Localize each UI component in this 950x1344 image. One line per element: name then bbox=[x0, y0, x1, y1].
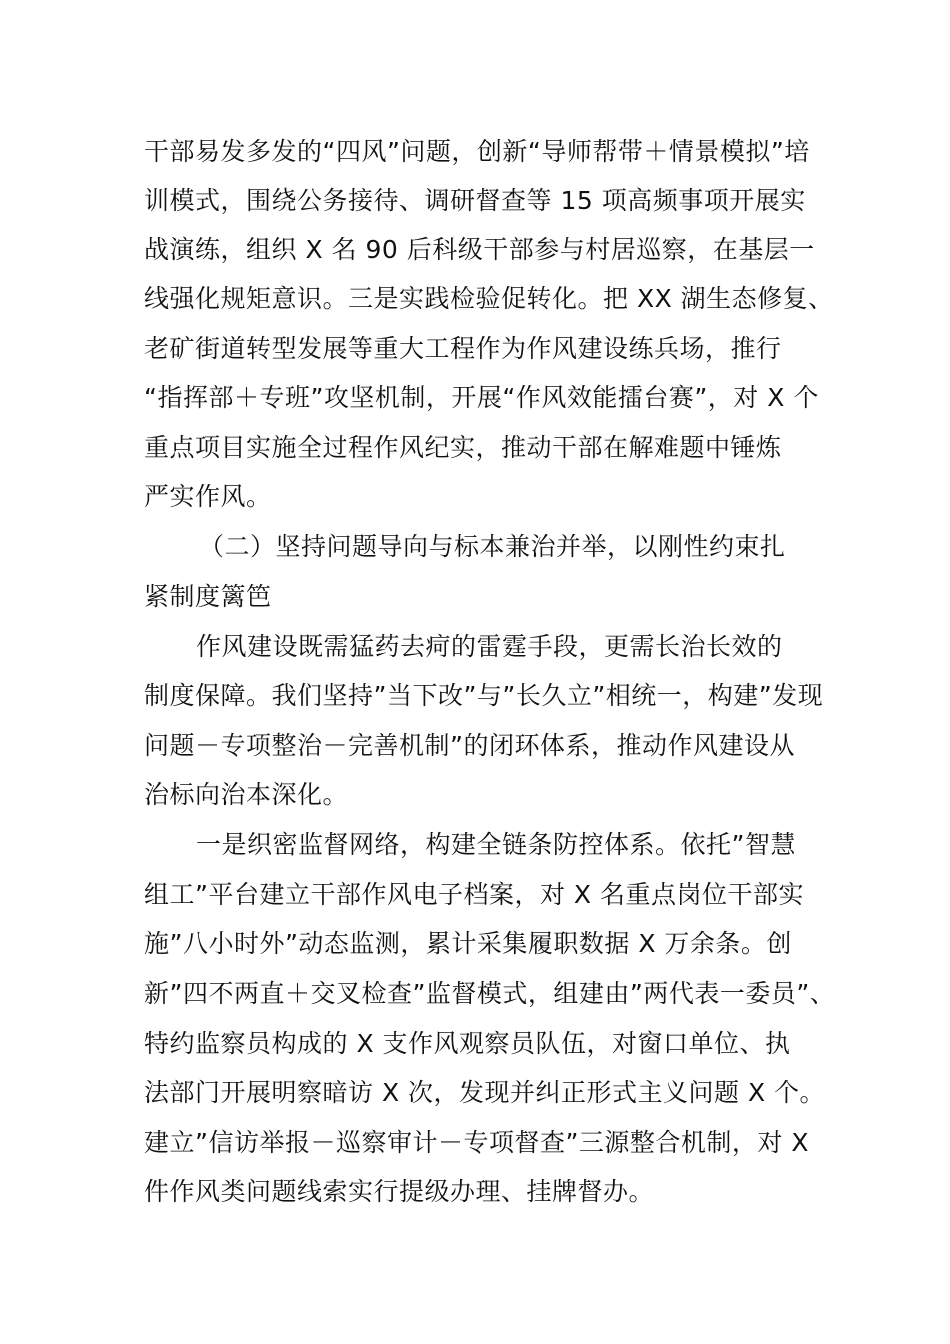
text-line: 建立”信访举报－巡察审计－专项督查”三源整合机制，对 X bbox=[144, 1128, 809, 1157]
text-line: 治标向治本深化。 bbox=[144, 780, 349, 809]
paragraph-first-line: 一是织密监督网络，构建全链条防控体系。依托”智慧 bbox=[196, 830, 796, 859]
text-line: 制度保障。我们坚持”当下改”与”长久立”相统一，构建”发现 bbox=[144, 681, 824, 710]
text-line: 问题－专项整治－完善机制”的闭环体系，推动作风建设从 bbox=[144, 731, 795, 760]
text-line: 施”八小时外”动态监测，累计采集履职数据 X 万余条。创 bbox=[144, 929, 792, 958]
text-line: 特约监察员构成的 X 支作风观察员队伍，对窗口单位、执 bbox=[144, 1029, 791, 1058]
text-line: 训模式，围绕公务接待、调研督查等 15 项高频事项开展实 bbox=[144, 186, 806, 215]
section-heading-continued: 紧制度篱笆 bbox=[144, 582, 272, 611]
text-line: 重点项目实施全过程作风纪实，推动干部在解难题中锤炼 bbox=[144, 433, 782, 462]
paragraph-first-line: 作风建设既需猛药去疴的雷霆手段，更需长治长效的 bbox=[196, 632, 783, 661]
text-line: 法部门开展明察暗访 X 次，发现并纠正形式主义问题 X 个。 bbox=[144, 1078, 826, 1107]
text-line: 线强化规矩意识。三是实践检验促转化。把 XX 湖生态修复、 bbox=[144, 284, 834, 313]
text-line: 严实作风。 bbox=[144, 482, 272, 511]
text-line: 组工”平台建立干部作风电子档案，对 X 名重点岗位干部实 bbox=[144, 880, 804, 909]
text-line: 干部易发多发的“四风”问题，创新“导师帮带＋情景模拟”培 bbox=[144, 137, 810, 166]
text-line: “指挥部＋专班”攻坚机制，开展“作风效能擂台赛”，对 X 个 bbox=[144, 383, 819, 412]
text-line: 件作风类问题线索实行提级办理、挂牌督办。 bbox=[144, 1177, 655, 1206]
text-line: 战演练，组织 X 名 90 后科级干部参与村居巡察，在基层一 bbox=[144, 235, 815, 264]
text-line: 老矿街道转型发展等重大工程作为作风建设练兵场，推行 bbox=[144, 334, 782, 363]
section-heading: （二）坚持问题导向与标本兼治并举，以刚性约束扎 bbox=[199, 532, 786, 561]
text-line: 新”四不两直＋交叉检查”监督模式，组建由”两代表一委员”、 bbox=[144, 979, 836, 1008]
